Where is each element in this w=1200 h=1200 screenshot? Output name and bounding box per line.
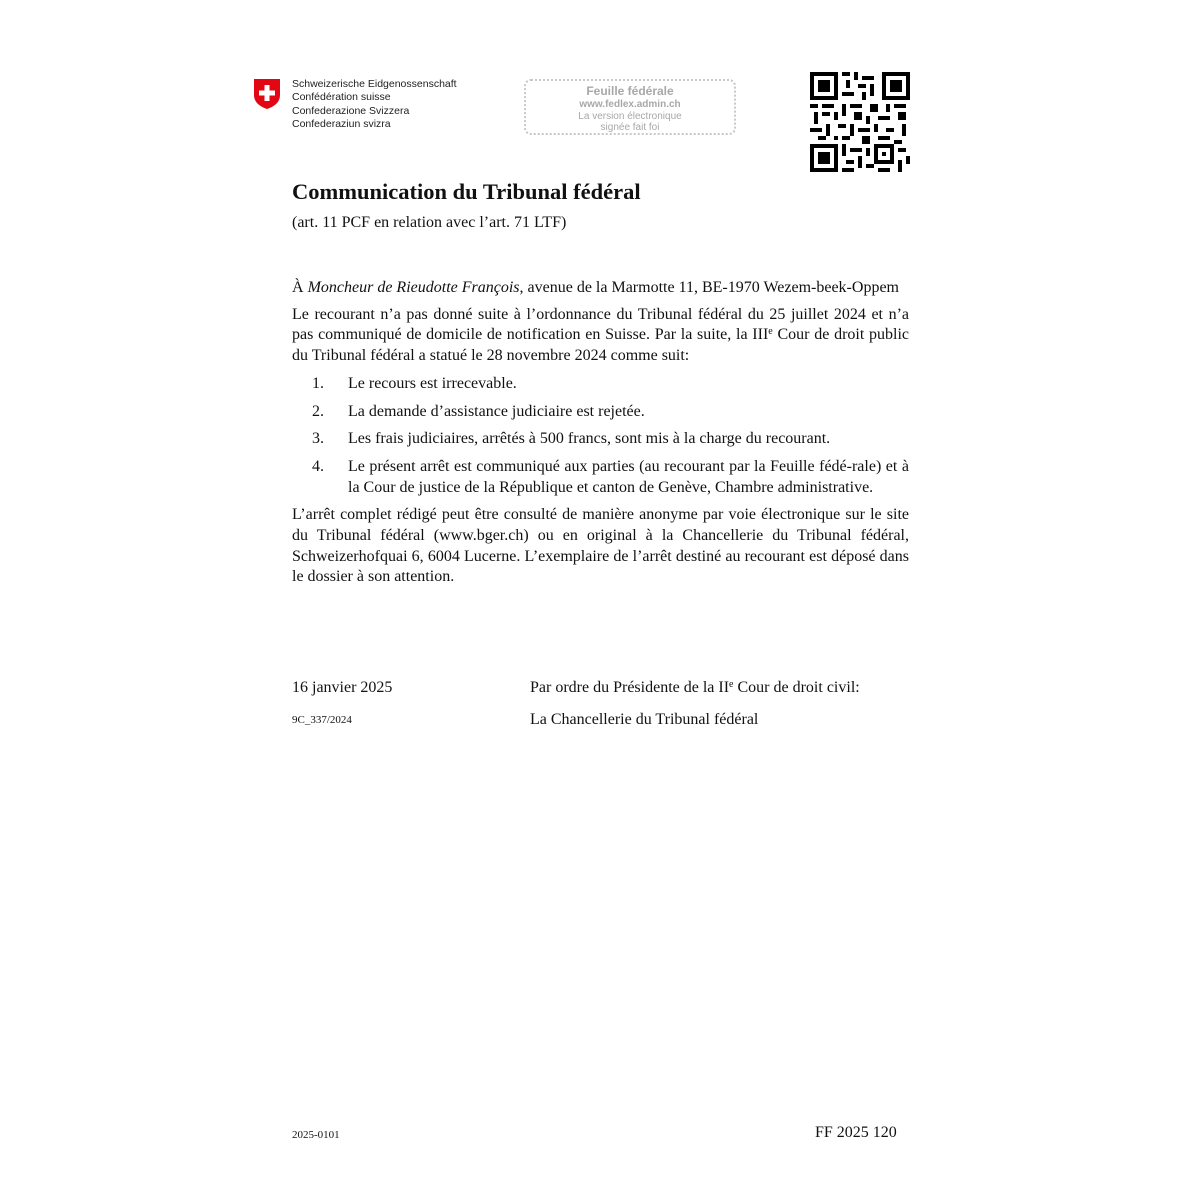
confederation-name-block (292, 78, 457, 132)
legal-basis-subtitle: (art. 11 PCF en relation avec l’art. 71 LTF) (292, 214, 567, 231)
electronic-signature-stamp (524, 79, 736, 135)
decision-item: 3. Les frais judiciaires, arrêtés à 500 francs, sont mis à la charge du recourant. (312, 430, 831, 448)
stamp-title: Feuille fédérale (586, 84, 674, 98)
addressee-paragraph (292, 278, 909, 299)
closing-paragraph: L’arrêt complet rédigé peut être consulté de manière anonyme par voie électronique sur le site du Tribunal fédéral (www.bger.ch) ou en original à la Chancellerie du Tribunal fédéral, Schweizerhofquai 6, 6004 Lucerne. L’exemplaire de l’arrêt destiné au recourant est déposé dans le dossier à son attention. (292, 506, 909, 586)
intro-paragraph: Le recourant n’a pas donné suite à l’ordonnance du Tribunal fédéral du 25 juillet 2024 et n’a pas communiqué de domicile de notification en Suisse. Par la suite, la IIIe Cour de droit public du Tribunal fédéral a statué le 28 novembre 2024 comme suit: (292, 305, 910, 365)
stamp-note-2: signée fait foi (600, 122, 660, 133)
decision-item: 4. Le présent arrêt est communiqué aux parties (au recourant par la Feuille fédé-rale) et à la Cour de justice de la République et canton de Genève, Chambre administrative. (312, 457, 909, 496)
decision-list (292, 374, 909, 499)
decision-item: 2. La demande d’assistance judiciaire est rejetée. (312, 402, 645, 420)
signatory: La Chancellerie du Tribunal fédéral (530, 711, 759, 728)
communication-body (292, 278, 909, 595)
case-reference: 9C_337/2024 (292, 714, 352, 726)
footer-ff-reference: FF 2025 120 (815, 1124, 897, 1141)
addressee-name: Moncheur de Rieudotte François (307, 279, 520, 296)
decision-item: 1. Le recours est irrecevable. (312, 374, 517, 392)
issue-date: 16 janvier 2025 (292, 679, 393, 696)
qr-code-icon (810, 72, 910, 172)
org-line-french: Confédération suisse (292, 91, 391, 104)
stamp-url: www.fedlex.admin.ch (579, 99, 681, 110)
stamp-note-1: La version électronique (578, 111, 682, 122)
footer-document-number: 2025-0101 (292, 1129, 340, 1141)
org-line-romansh: Confederaziun svizra (292, 118, 391, 131)
addressee-prefix: À (292, 279, 308, 296)
addressee-address: , avenue de la Marmotte 11, BE-1970 Wezem-beek-Oppem (519, 279, 899, 296)
document-title: Communication du Tribunal fédéral (292, 179, 641, 204)
org-line-italian: Confederazione Svizzera (292, 104, 410, 117)
swiss-coat-of-arms-icon (253, 78, 281, 110)
signature-order-line: Par ordre du Présidente de la IIe Cour de droit civil: (530, 679, 860, 696)
org-line-german: Schweizerische Eidgenossenschaft (292, 78, 457, 90)
